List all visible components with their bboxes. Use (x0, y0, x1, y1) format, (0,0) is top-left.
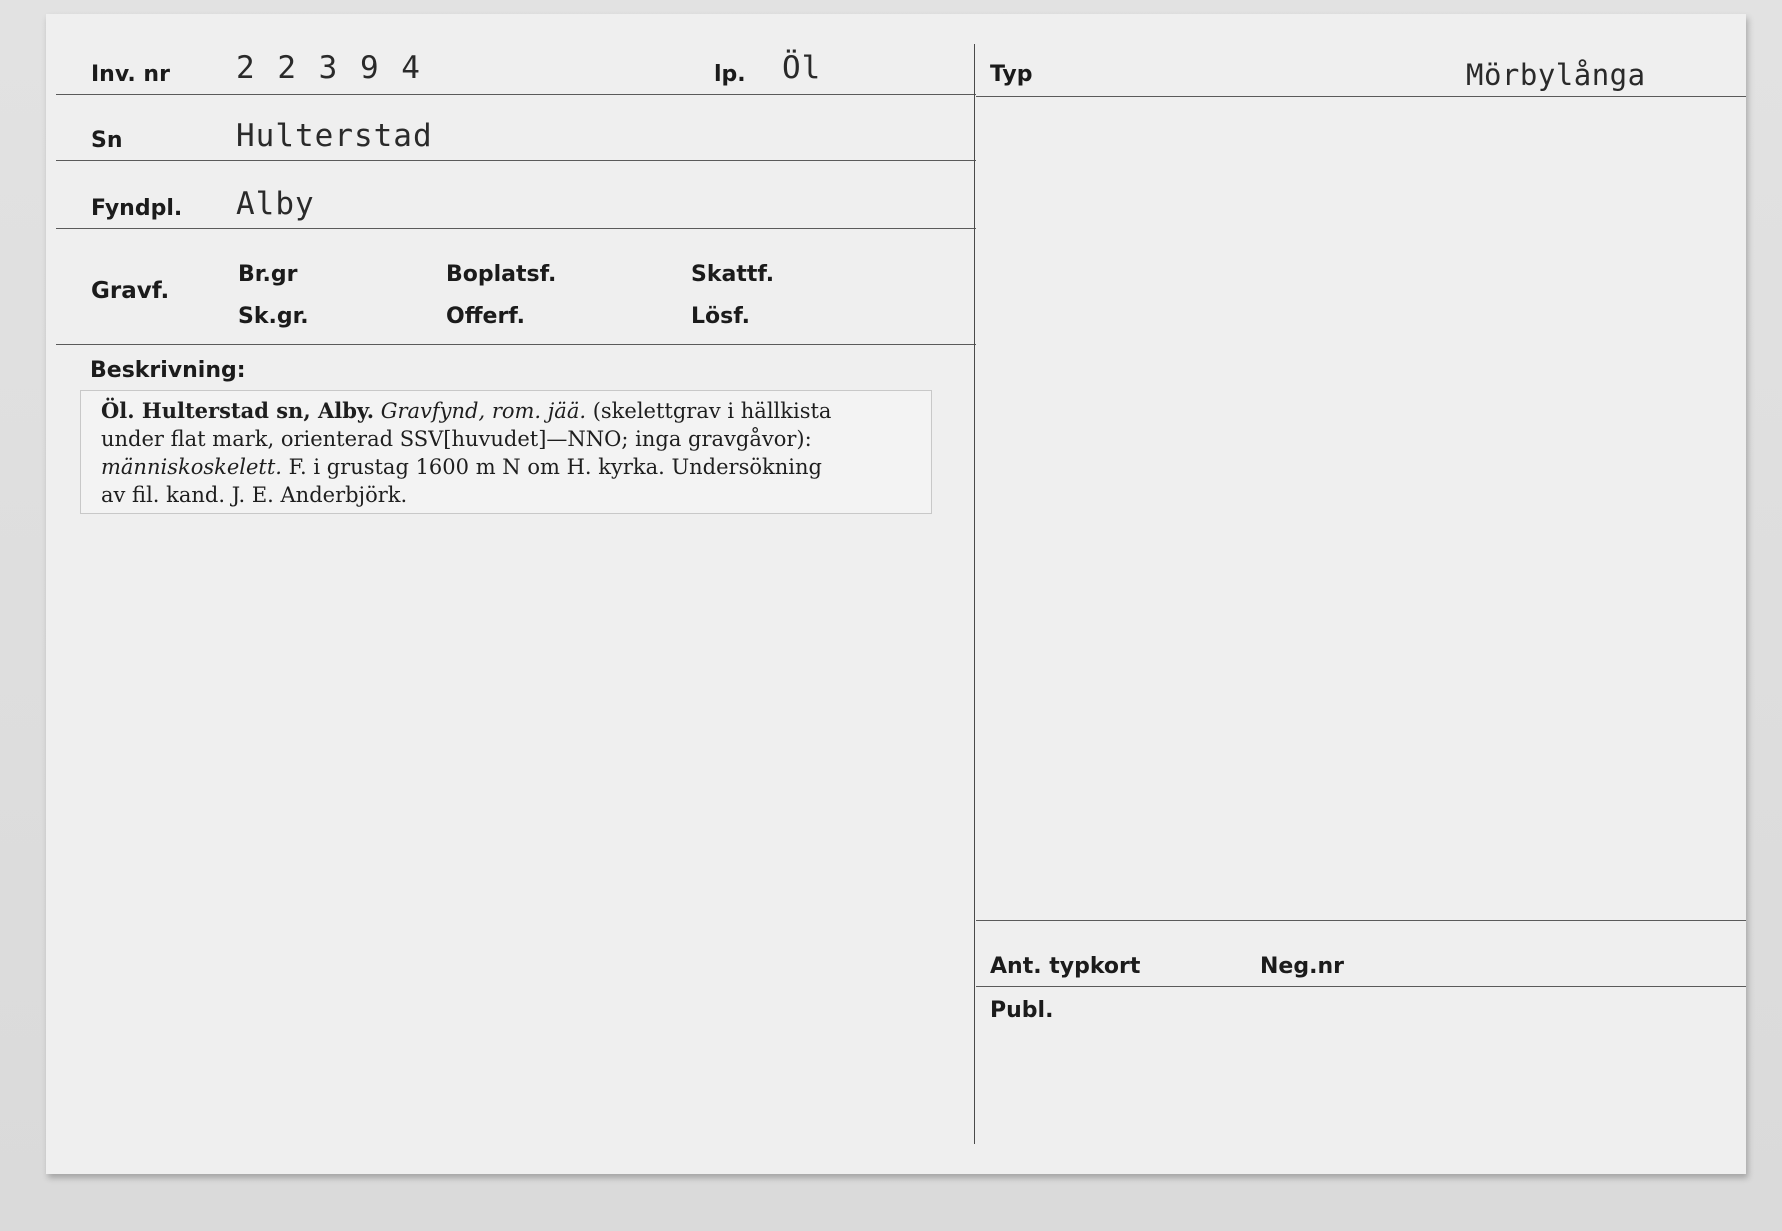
description-locality: Öl. Hulterstad sn, Alby. (101, 398, 374, 423)
right-divider-publ (976, 986, 1746, 987)
fyndpl-label: Fyndpl. (91, 196, 183, 221)
row-divider-1-left (56, 94, 976, 95)
beskrivning-label: Beskrivning: (90, 358, 246, 383)
sn-value: Hulterstad (236, 118, 433, 154)
column-divider (974, 44, 975, 1144)
description-find: människoskelett. (101, 455, 282, 479)
gravf-option-boplatsf: Boplatsf. (446, 262, 557, 287)
lp-value: Öl (782, 50, 822, 86)
row-divider-1-right (976, 96, 1746, 97)
neg-nr-label: Neg.nr (1260, 954, 1344, 979)
gravf-option-sk-gr: Sk.gr. (238, 304, 309, 329)
description-line-2: under flat mark, orienterad SSV[huvudet]—NNO; inga gravgåvor): (101, 427, 812, 451)
description-slip (80, 390, 932, 514)
description-line-4: av fil. kand. J. E. Anderbjörk. (101, 483, 408, 507)
inv-nr-label: Inv. nr (91, 62, 170, 87)
row-divider-3 (56, 228, 976, 229)
row-divider-2 (56, 160, 976, 161)
gravf-option-offerf: Offerf. (446, 304, 526, 329)
gravf-option-skattf: Skattf. (691, 262, 775, 287)
row-divider-4 (56, 344, 976, 345)
gravf-option-losf: Lösf. (691, 304, 750, 329)
lp-label: lp. (714, 62, 746, 87)
fyndpl-value: Alby (236, 186, 315, 222)
typ-label: Typ (990, 62, 1033, 87)
sn-label: Sn (91, 128, 123, 153)
description-line-1 (101, 397, 921, 425)
ant-typkort-label: Ant. typkort (990, 954, 1141, 979)
catalog-card (46, 14, 1746, 1174)
right-divider-ant (976, 920, 1746, 921)
description-line-3-rest: F. i grustag 1600 m N om H. kyrka. Undersökning (288, 455, 822, 479)
gravf-label: Gravf. (91, 278, 170, 304)
typ-value: Mörbylånga (1466, 58, 1646, 92)
description-type: Gravfynd, rom. jää. (380, 399, 587, 423)
description-line-1-rest: (skelettgrav i hällkista (592, 399, 832, 423)
publ-label: Publ. (990, 998, 1054, 1023)
gravf-option-br-gr: Br.gr (238, 262, 298, 287)
description-line-3 (101, 453, 921, 481)
inv-nr-value: 2 2 3 9 4 (236, 50, 422, 86)
